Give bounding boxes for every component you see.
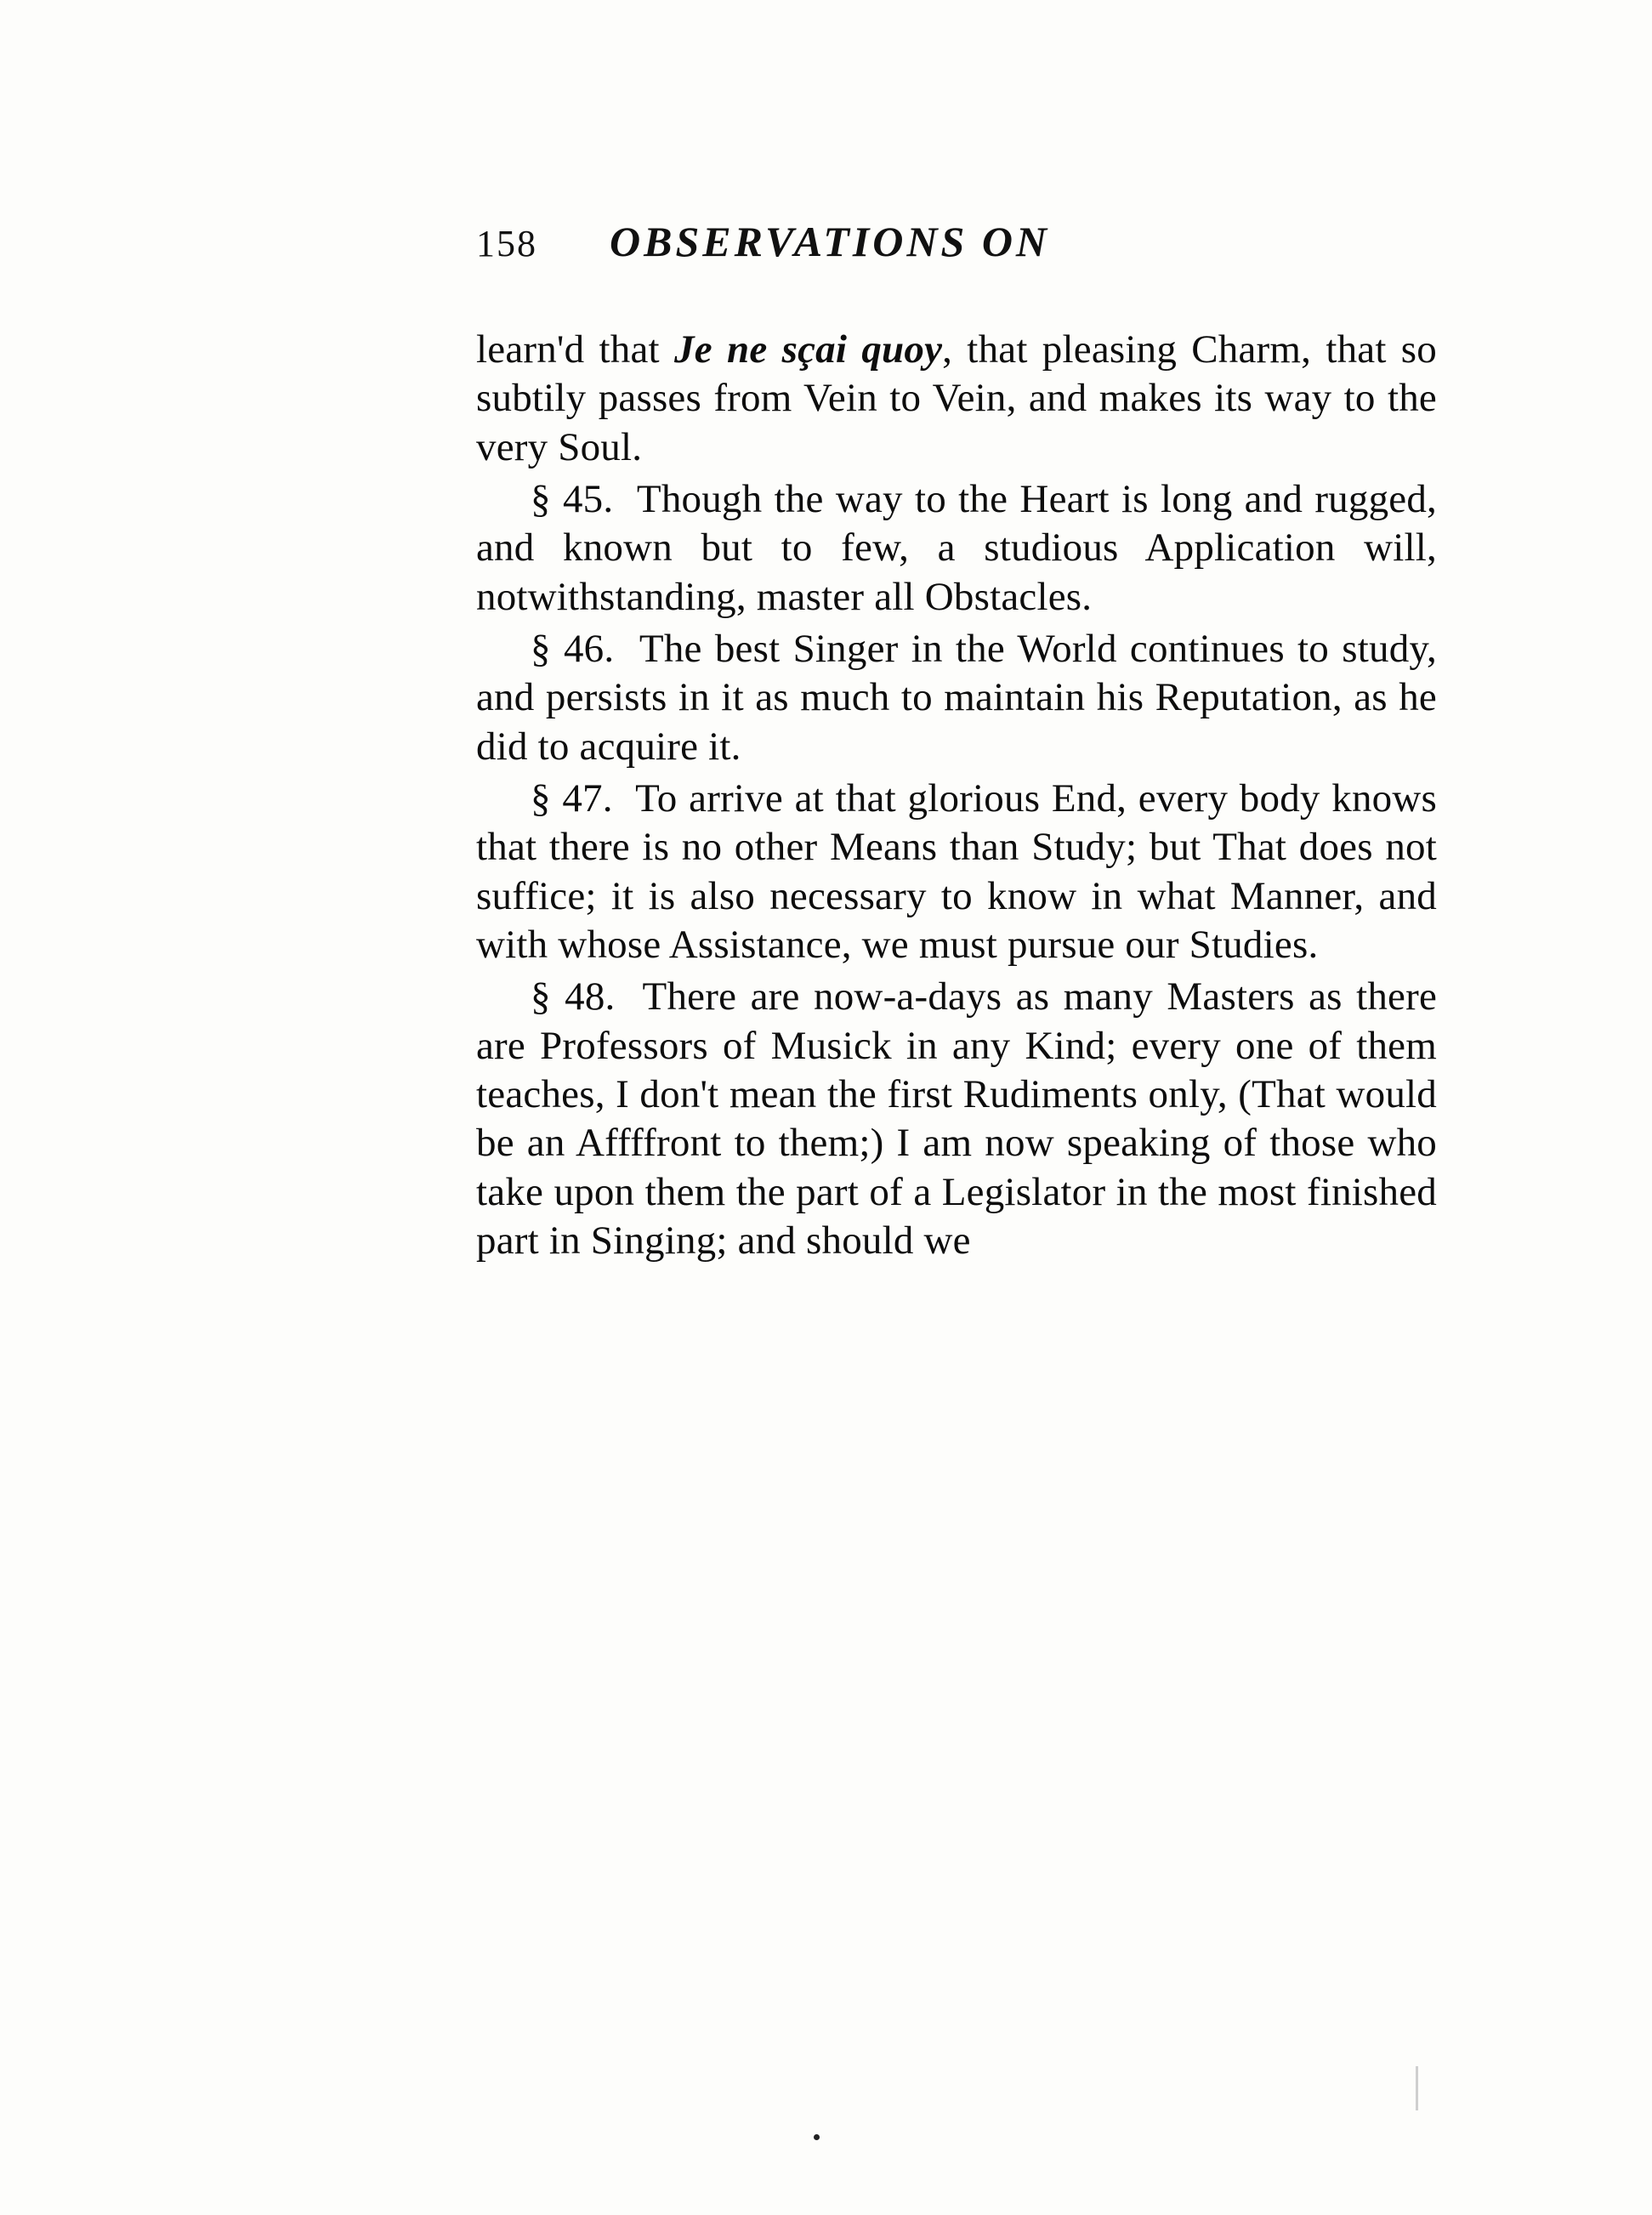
page-edge-mark (1416, 2066, 1418, 2110)
stray-ink-mark (814, 2134, 820, 2140)
page-header (476, 217, 1437, 266)
paragraph: § 46. The best Singer in the World continues to study, and persists in it as much to maintain his Reputation, as he did to acquire it. (476, 626, 1437, 769)
page-number: 158 (476, 223, 537, 264)
paragraph: § 45. Though the way to the Heart is long and rugged, and known but to few, a studious Application will, notwithstanding, master all Obstacles. (476, 476, 1437, 619)
paragraph: learn'd that Je ne sçai quoy, that pleasing Charm, that so subtily passes from Vein to Vein, and makes its way to the very Soul. (476, 327, 1438, 469)
paragraph: § 48. There are now-a-days as many Masters as there are Professors of Musick in any Kind; every one of them teaches, I don't mean the first Rudiments only, (That would be an Affffront to them;) I am now speaking of those who take upon them the part of a Legislator in the most finished part in Singing; and should we (476, 974, 1437, 1263)
running-head: OBSERVATIONS ON (610, 218, 1051, 265)
body-text (476, 326, 1437, 1265)
page-content (476, 217, 1437, 1269)
paragraph: § 47. To arrive at that glorious End, every body knows that there is no other Means than Study; but That does not suffice; it is also necessary to know in what Manner, and with whose Assistance, we must pursue our Studies. (476, 775, 1437, 967)
